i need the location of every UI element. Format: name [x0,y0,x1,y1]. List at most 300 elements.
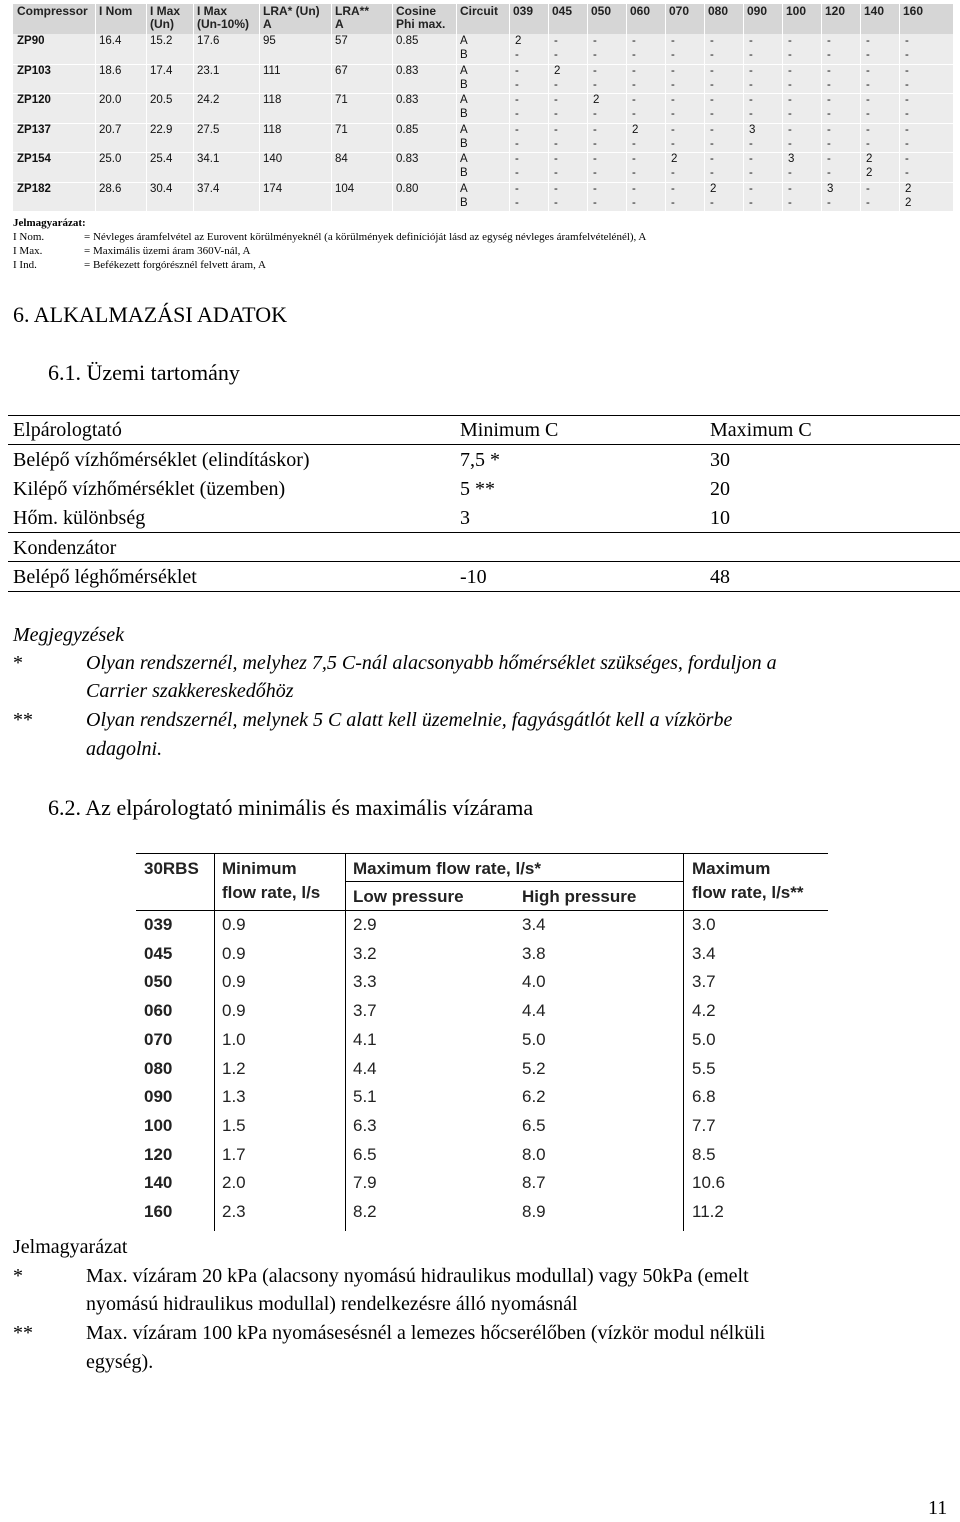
flow-min: 1.2 [222,1058,246,1078]
circuit-b-value: - [905,108,909,120]
compressor-header-cell: 160 [903,4,924,18]
circuit-b-value: - [671,78,675,91]
range-row-max: 10 [710,507,730,529]
flow-high-pressure: 4.0 [522,972,546,992]
compressor-header-cell: 100 [786,4,807,18]
flow-min: 2.3 [222,1202,246,1221]
flow-max: 5.0 [692,1029,716,1049]
circuit-a-value: 2 [554,64,561,77]
compressor-lra-un: 111 [263,64,281,77]
range-row-max: 20 [710,478,730,500]
circuit-b-value: - [593,137,597,150]
flow-low-pressure: 5.1 [353,1087,377,1107]
circuit-a-value: - [749,94,753,106]
compressor-electrical-table [13,4,953,212]
legend-line: Max. vízáram 100 kPa nyomásesésnél a lemezes hőcserélőben (vízkör modul nélküli [86,1322,766,1344]
circuit-a-value: - [788,64,792,77]
compressor-header-cell: LRA* (Un) [263,4,320,18]
circuit-a-value: 3 [827,182,834,195]
compressor-imax-10: 37.4 [197,182,220,195]
compressor-header-cell: 080 [708,4,729,18]
flow-model: 070 [144,1029,173,1049]
flow-max: 7.7 [692,1115,716,1135]
compressor-cosine: 0.83 [396,94,419,106]
circuit-a-value: - [749,35,753,47]
flow-model: 039 [144,915,173,934]
compressor-header-cell: Cosine [396,4,437,18]
legend-top-title: Jelmagyarázat: [13,217,86,229]
circuit-a-value: - [866,64,870,77]
circuit-b-value: - [788,108,792,120]
compressor-lra-un: 118 [263,94,282,106]
circuit-label: A [460,153,468,165]
table-rule [8,532,960,533]
compressor-header-cell: 050 [591,4,612,18]
circuit-b-value: - [788,167,792,179]
circuit-b-value: - [749,49,753,61]
circuit-label: A [460,123,468,136]
circuit-b-value: - [593,108,597,120]
compressor-lra-un: 118 [263,123,282,136]
compressor-name: ZP154 [17,153,51,165]
circuit-label: B [460,78,468,91]
compressor-imax-10: 24.2 [197,94,220,106]
circuit-a-value: - [710,94,714,106]
circuit-a-value: - [866,123,870,136]
flow-model: 045 [144,943,173,963]
circuit-a-value: - [788,182,792,195]
circuit-a-value: - [710,35,714,47]
table-divider [345,853,346,1231]
compressor-header-cell: 045 [552,4,573,18]
circuit-b-value: - [827,49,831,61]
flow-max: 10.6 [692,1173,726,1193]
circuit-a-value: - [554,94,558,106]
circuit-a-value: - [554,182,558,195]
circuit-b-value: 2 [866,167,873,179]
flow-high-pressure: 8.9 [522,1202,546,1221]
compressor-lra: 84 [335,153,348,165]
compressor-cosine: 0.83 [396,153,419,165]
circuit-a-value: - [827,123,831,136]
legend-line: Max. vízáram 20 kPa (alacsony nyomású hidraulikus modullal) vagy 50kPa (emelt [86,1265,749,1287]
flow-model: 160 [144,1202,173,1221]
flow-model: 060 [144,1001,173,1021]
circuit-b-value: - [593,78,597,91]
range-row-min: -10 [460,566,487,588]
range-header-minimum: Minimum C [460,419,559,441]
compressor-inom: 20.7 [99,123,122,136]
flow-max: 6.8 [692,1087,716,1107]
circuit-a-value: 2 [515,35,522,47]
flow-header-maximum-unit: flow rate, l/s** [692,883,804,902]
legend-top-key: I Max. [13,245,43,257]
flow-header-low-pressure: Low pressure [353,887,464,906]
flow-max: 4.2 [692,1001,716,1021]
circuit-b-value: - [671,108,675,120]
circuit-a-value: - [671,123,675,136]
circuit-a-value: - [905,123,909,136]
circuit-a-value: - [788,35,792,47]
circuit-b-value: - [554,196,558,209]
flow-low-pressure: 3.2 [353,943,377,963]
circuit-a-value: - [593,64,597,77]
circuit-b-value: - [905,49,909,61]
compressor-inom: 28.6 [99,182,122,195]
compressor-header-cell: Circuit [460,4,499,18]
circuit-b-value: - [710,108,714,120]
flow-min: 1.3 [222,1087,246,1107]
compressor-lra-un: 140 [263,153,283,165]
table-rule [136,910,828,911]
legend-top-text: = Névleges áramfelvétel az Eurovent körülményeknél (a körülmények definícióját lásd az egység névleges áramfelvételénél), A [84,231,647,243]
circuit-label: B [460,167,468,179]
range-row-max: 30 [710,449,730,471]
flow-high-pressure: 6.5 [522,1115,546,1135]
compressor-header-cell: Phi max. [396,17,446,31]
circuit-a-value: - [827,64,831,77]
flow-low-pressure: 2.9 [353,915,377,934]
compressor-header-cell: 070 [669,4,690,18]
circuit-b-value: - [515,108,519,120]
circuit-a-value: - [671,35,675,47]
circuit-a-value: - [632,35,636,47]
circuit-a-value: - [710,123,714,136]
flow-min: 1.5 [222,1115,246,1135]
section-heading: 6. ALKALMAZÁSI ADATOK [13,302,287,327]
circuit-a-value: - [593,123,597,136]
flow-min: 0.9 [222,943,246,963]
circuit-b-value: - [671,196,675,209]
flow-low-pressure: 3.7 [353,1001,377,1021]
circuit-a-value: - [515,153,519,165]
circuit-b-value: - [671,167,675,179]
circuit-a-value: - [632,94,636,106]
compressor-header-cell: I Nom [99,4,133,18]
circuit-a-value: - [632,182,636,195]
compressor-imax-10: 34.1 [197,153,220,165]
circuit-b-value: - [788,196,792,209]
legend-top-key: I Nom. [13,231,45,243]
circuit-label: B [460,196,468,209]
flow-header-model: 30RBS [144,859,199,878]
circuit-a-value: - [632,153,636,165]
circuit-a-value: 2 [671,153,678,165]
circuit-b-value: - [671,137,675,150]
circuit-b-value: - [554,137,558,150]
flow-model: 120 [144,1144,173,1164]
compressor-header-cell: 039 [513,4,534,18]
compressor-imax-10: 27.5 [197,123,220,136]
legend-mark: ** [13,1322,33,1344]
flow-high-pressure: 6.2 [522,1087,546,1107]
circuit-b-value: - [710,196,714,209]
subsection-heading-operating-range: 6.1. Üzemi tartomány [48,360,240,385]
circuit-b-value: - [632,196,636,209]
flow-low-pressure: 3.3 [353,972,377,992]
table-rule [8,444,960,445]
circuit-a-value: - [554,123,558,136]
circuit-label: A [460,35,468,47]
circuit-a-value: 2 [905,182,912,195]
table-rule [8,415,960,416]
compressor-imax-10: 17.6 [197,35,220,47]
compressor-imax: 22.9 [150,123,173,136]
circuit-b-value: - [866,49,870,61]
circuit-a-value: - [671,182,675,195]
legend-line: egység). [86,1351,154,1373]
circuit-b-value: - [632,108,636,120]
compressor-name: ZP120 [17,94,51,106]
circuit-b-value: - [710,78,714,91]
compressor-lra: 67 [335,64,348,77]
note-line: Olyan rendszernél, melyhez 7,5 C-nál alacsonyabb hőmérséklet szükséges, forduljon a [86,652,777,674]
compressor-name: ZP137 [17,123,51,136]
circuit-b-value: - [749,78,753,91]
flow-header-minimum-unit: flow rate, l/s [222,883,321,902]
legend-top-text: = Maximális üzemi áram 360V-nál, A [84,245,251,257]
flow-low-pressure: 7.9 [353,1173,377,1193]
range-row-label: Hőm. különbség [13,507,146,529]
circuit-a-value: 3 [788,153,795,165]
compressor-lra: 71 [335,123,348,136]
compressor-header-cell: 120 [825,4,846,18]
range-row-min: 7,5 * [460,449,500,471]
compressor-inom: 18.6 [99,64,122,77]
flow-max: 5.5 [692,1058,716,1078]
circuit-a-value: - [905,64,909,77]
circuit-b-value: - [515,49,519,61]
circuit-a-value: - [515,64,519,77]
circuit-a-value: - [788,123,792,136]
flow-header-max-flow: Maximum flow rate, l/s* [353,859,541,878]
flow-low-pressure: 4.1 [353,1029,377,1049]
compressor-lra-un: 174 [263,182,283,195]
circuit-b-value: - [749,196,753,209]
compressor-imax: 17.4 [150,64,173,77]
compressor-imax: 20.5 [150,94,173,106]
flow-max: 3.4 [692,943,716,963]
flow-min: 2.0 [222,1173,246,1193]
flow-model: 090 [144,1087,173,1107]
circuit-a-value: - [827,153,831,165]
compressor-header-cell: 140 [864,4,885,18]
circuit-b-value: - [905,167,909,179]
flow-high-pressure: 5.0 [522,1029,546,1049]
table-divider [683,853,684,1231]
legend-top-key: I Ind. [13,259,37,271]
compressor-lra: 104 [335,182,355,195]
flow-max: 3.7 [692,972,716,992]
circuit-b-value: - [749,108,753,120]
circuit-b-value: - [632,167,636,179]
circuit-b-value: - [515,78,519,91]
circuit-a-value: - [749,182,753,195]
circuit-a-value: - [905,35,909,47]
circuit-a-value: - [749,64,753,77]
circuit-a-value: - [554,153,558,165]
flow-min: 0.9 [222,915,246,934]
note-line: adagolni. [86,738,163,760]
flow-model: 100 [144,1115,173,1135]
compressor-header-cell: Compressor [17,4,88,18]
compressor-imax-10: 23.1 [197,64,220,77]
circuit-b-value: - [905,137,909,150]
range-section-condenser: Kondenzátor [13,537,117,559]
flow-high-pressure: 8.7 [522,1173,546,1193]
circuit-b-value: - [827,167,831,179]
flow-high-pressure: 3.4 [522,915,546,934]
circuit-b-value: - [866,137,870,150]
circuit-b-value: - [710,49,714,61]
circuit-b-value: - [827,78,831,91]
circuit-a-value: - [749,153,753,165]
compressor-lra-un: 95 [263,35,276,47]
circuit-a-value: - [554,35,558,47]
circuit-a-value: 2 [632,123,639,136]
compressor-header-cell: 090 [747,4,768,18]
table-rule [13,211,953,212]
compressor-header-cell: 060 [630,4,651,18]
compressor-imax: 25.4 [150,153,173,165]
flow-max: 8.5 [692,1144,716,1164]
circuit-b-value: - [515,196,519,209]
table-rule [8,591,960,592]
circuit-b-value: - [905,78,909,91]
circuit-a-value: - [671,94,675,106]
circuit-label: B [460,137,468,150]
compressor-header-cell: (Un) [150,17,174,31]
circuit-label: A [460,182,468,195]
circuit-a-value: - [827,35,831,47]
circuit-b-value: - [710,167,714,179]
circuit-a-value: - [671,64,675,77]
circuit-b-value: - [554,108,558,120]
compressor-name: ZP103 [17,64,51,77]
flow-header-minimum: Minimum [222,859,297,878]
table-rule [8,561,960,562]
circuit-label: A [460,64,468,77]
range-header-evaporator: Elpárologtató [13,419,122,441]
circuit-a-value: - [905,94,909,106]
legend-top-text: = Befékezett forgórésznél felvett áram, A [84,259,266,271]
table-rule [346,881,683,882]
circuit-b-value: - [671,49,675,61]
circuit-a-value: - [866,35,870,47]
compressor-inom: 20.0 [99,94,122,106]
flow-model: 140 [144,1173,173,1193]
circuit-b-value: - [593,49,597,61]
circuit-b-value: - [788,137,792,150]
circuit-a-value: - [593,35,597,47]
flow-high-pressure: 4.4 [522,1001,546,1021]
circuit-a-value: - [632,64,636,77]
flow-high-pressure: 8.0 [522,1144,546,1164]
circuit-a-value: - [515,123,519,136]
flow-min: 0.9 [222,1001,246,1021]
range-row-max: 48 [710,566,730,588]
circuit-a-value: 2 [593,94,600,106]
circuit-b-value: - [632,137,636,150]
circuit-b-value: - [788,49,792,61]
flow-min: 1.0 [222,1029,246,1049]
compressor-header-cell: A [335,17,344,31]
flow-model: 050 [144,972,173,992]
range-row-label: Belépő léghőmérséklet [13,566,197,588]
page-number: 11 [928,1497,948,1519]
note-mark: ** [13,709,33,731]
compressor-inom: 25.0 [99,153,122,165]
circuit-a-value: - [788,94,792,106]
circuit-label: A [460,94,468,106]
note-mark: * [13,652,23,674]
range-row-label: Belépő vízhőmérséklet (elindításkor) [13,449,310,471]
circuit-b-value: - [827,137,831,150]
circuit-a-value: 3 [749,123,756,136]
note-line: Olyan rendszernél, melynek 5 C alatt kell üzemelnie, fagyásgátlót kell a vízkörbe [86,709,733,731]
flow-high-pressure: 5.2 [522,1058,546,1078]
circuit-b-value: - [749,167,753,179]
flow-low-pressure: 8.2 [353,1202,377,1221]
circuit-b-value: - [554,49,558,61]
flow-header-high-pressure: High pressure [522,887,637,906]
circuit-b-value: 2 [905,196,912,209]
water-flow-table [136,853,828,1231]
circuit-b-value: - [866,196,870,209]
flow-max: 3.0 [692,915,716,934]
flow-max: 11.2 [692,1202,724,1221]
circuit-b-value: - [710,137,714,150]
flow-model: 080 [144,1058,173,1078]
compressor-header-cell: (Un-10%) [197,17,250,31]
note-line: Carrier szakkereskedőhöz [86,680,294,702]
compressor-lra: 57 [335,35,348,47]
compressor-cosine: 0.85 [396,123,419,136]
compressor-name: ZP90 [17,35,45,47]
flow-min: 1.7 [222,1144,246,1164]
flow-low-pressure: 6.3 [353,1115,377,1135]
range-row-min: 5 ** [460,478,495,500]
flow-header-maximum: Maximum [692,859,771,878]
circuit-a-value: - [515,94,519,106]
circuit-a-value: - [710,153,714,165]
circuit-label: B [460,108,468,120]
range-row-label: Kilépő vízhőmérséklet (üzemben) [13,478,286,500]
compressor-imax: 30.4 [150,182,173,195]
circuit-a-value: - [593,153,597,165]
circuit-b-value: - [827,196,831,209]
table-rule [136,853,828,854]
circuit-label: B [460,49,468,61]
circuit-a-value: - [827,94,831,106]
compressor-header-cell: I Max [150,4,181,18]
circuit-b-value: - [515,137,519,150]
compressor-lra: 71 [335,94,348,106]
compressor-cosine: 0.80 [396,182,419,195]
circuit-b-value: - [515,167,519,179]
subsection-heading-water-flow: 6.2. Az elpárologtató minimális és maximális vízárama [48,795,534,820]
legend-mark: * [13,1265,23,1287]
circuit-a-value: - [905,153,909,165]
compressor-cosine: 0.85 [396,35,419,47]
circuit-a-value: 2 [866,153,873,165]
compressor-header-cell: LRA** [335,4,370,18]
legend-line: nyomású hidraulikus modullal) rendelkezésre álló nyomásnál [86,1293,578,1315]
compressor-header-cell: A [263,17,272,31]
compressor-name: ZP182 [17,182,51,195]
compressor-header-cell: I Max [197,4,228,18]
compressor-cosine: 0.83 [396,64,419,77]
